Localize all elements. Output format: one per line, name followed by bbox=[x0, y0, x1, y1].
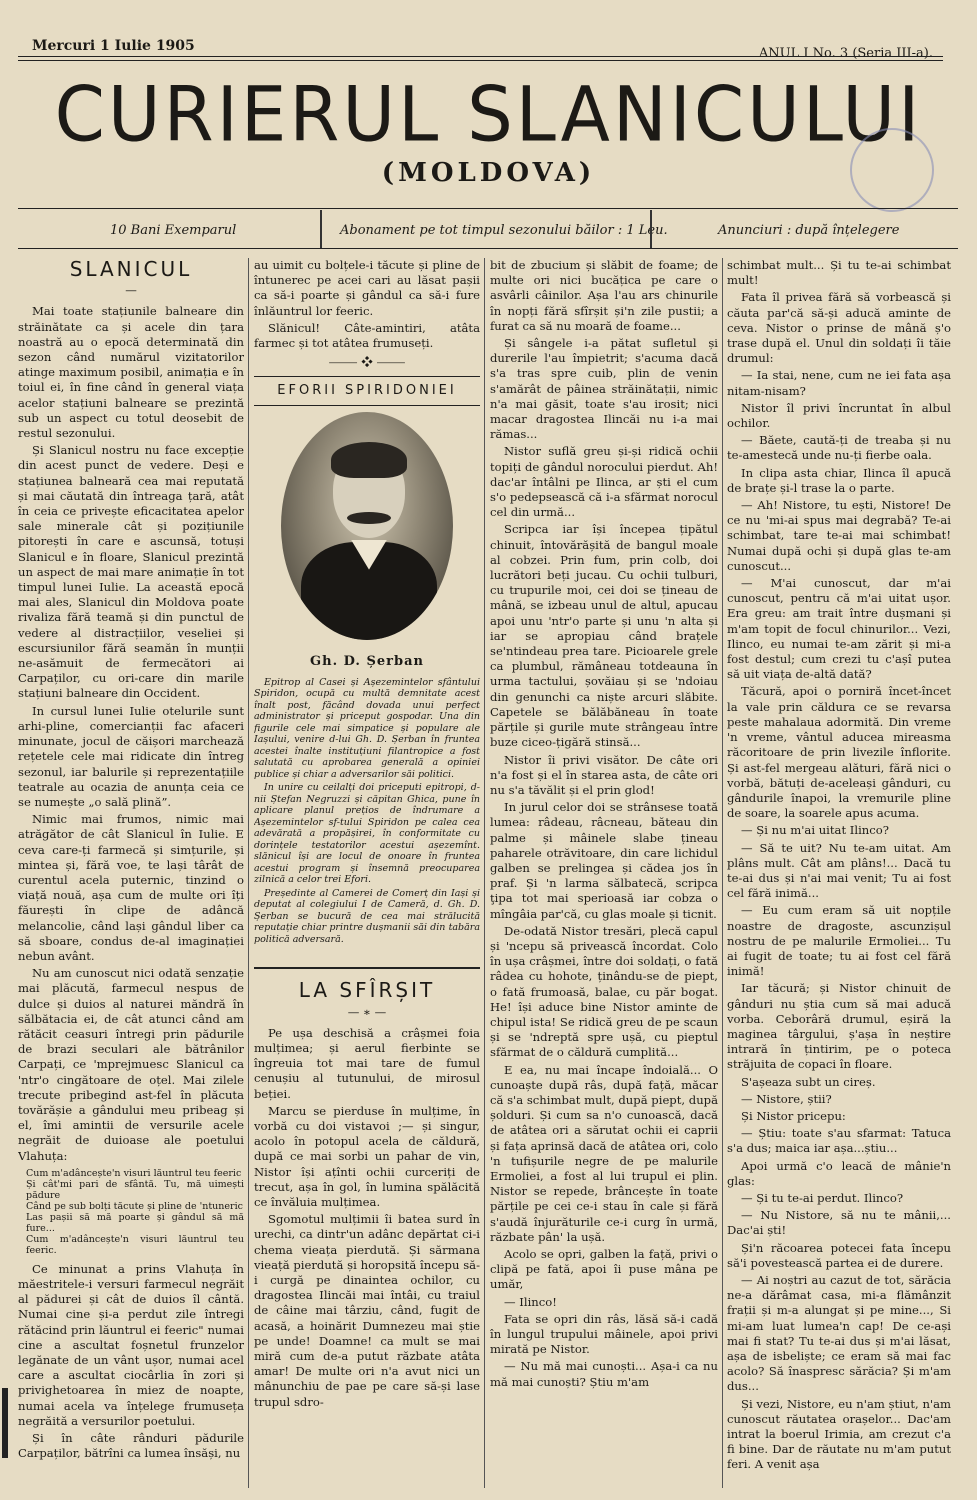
paragraph: Și vezi, Nistore, eu n'am știut, n'am cunoscut răutatea orașelor... Dac'am intrat la boerul Irimia, am crezut c'a fi bine. Dar de răutate nu m'am putut feri. A venit așa bbox=[727, 1396, 951, 1472]
infobar-bottom-rule bbox=[18, 248, 958, 249]
paragraph: E ea, nu mai încape îndoială... O cunoaște după râs, după față, măcar că s'a schimbat mult, după piept, după șolduri. Și cum sa n'o cunoască, dacă de atâtea ori a sărutat ochii ei caprii și fața aprinsă dacă de atâtea ori, colo 'n tufișurile negre de pe malurile Ermoliei, a fost al lui trupul ei plin. Nistor se repede, brâncește în toate părțile pe cei ce-i stau în cale și fără s'audă înjurăturile ce-i curg în urmă, răzbate pân' la ușă. bbox=[490, 1062, 718, 1244]
paragraph: — Băete, caută-ți de treaba și nu te-amestecă unde nu-ți fierbe oala. bbox=[727, 433, 951, 463]
paragraph: — Și nu m'ai uitat Ilinco? bbox=[741, 823, 889, 838]
paragraph: In cursul lunei Iulie otelurile sunt arhi-pline, comercianții fac afaceri minunate, jocul de căișori marchează rețetele cele mai ridicate din întreg sezonul, iar balurile și reprezentațiile teatrale au ocazia de anunța ceia ce se numește „o sală plină”. bbox=[18, 703, 244, 809]
paragraph: Nistor îl privi încruntat în albul ochilor. bbox=[727, 400, 951, 431]
section-rule bbox=[254, 967, 480, 969]
paragraph: Și'n răcoarea potecei fata începu să'i povestească partea ei de durere. bbox=[727, 1240, 951, 1270]
paragraph: Slănicul! Câte-amintiri, atâta farmec și tot atâtea frumuseți. bbox=[254, 320, 480, 351]
paragraph: au uimit cu bolțele-i tăcute și pline de întunerec pe acei cari au lăsat pașii ca să-i poarte și gândul ca să-i fure înlăuntrul lor feeric. bbox=[254, 258, 480, 318]
paragraph: Nistor îi privi visător. De câte ori n'a fost și el în starea asta, de câte ori nu s'a tăvălit și el prin glod! bbox=[490, 752, 718, 797]
section-rule bbox=[254, 405, 480, 406]
paragraph: Pe ușa deschisă a crâșmei foia mulțimea; și aerul fierbinte se îngreuia tot mai tare de fumul cenușiu al tutunului, de mirosul beției. bbox=[254, 1025, 480, 1101]
paragraph: In clipa asta chiar, Ilinca îl apucă de brațe și-l trase la o parte. bbox=[727, 465, 951, 495]
paragraph: Scripca iar își începea țipătul chinuit, întovărășită de bangul moale al cobzei. Prin fum, prin colb, doi lucrători beți jucau. Cu ochii tulburi, cu trupurile moi, cei doi se țineau de mână, se izbeau unul de altul, apucau apoi unu 'ntr'o parte și unu 'n alta și iar se apropiau când brațele se'ntindeau prea tare. Picioarele grele ca plumbul, rămâneau totdeauna în urma tactului, șovăiau și se 'ndoiau din genunchi ca niște arcuri slăbite. Capetele se bălăbăneau în toate părțile și gurile mute strângeau între buze ciceo-țigără stinsă... bbox=[490, 522, 718, 750]
portrait-image bbox=[281, 412, 453, 640]
paragraph: Marcu se pierduse în mulțime, în vorbă cu doi vistavoi ;— și singur, acolo în potopul acela de căldură, după ce mai sorbi un pahar de vin, Nistor își ațînti ochii curceriți de trecut, așa în gol, în lumina spălăcită ce învăluia mulțimea. bbox=[254, 1103, 480, 1209]
paragraph: Sgomotul mulțimii îi batea surd în urechi, ca dintr'un adânc depărtat ci-i chema vieața pierdută. Și sărmana vieață pierdută și horopsită începu să-i curgă pe dinaintea ochilor, cu dragostea Ilincăi mai întâi, cu traiul de câine mai târziu, când, fugit de acasă, a hoinărit Dumnezeu mai știe pe unde! Doamne! ca mult se mai miră cum de-a putut răzbate atâta amar! De multe ori n'a avut nici un mânunchiu de pae pe care să-și lase trupul sdro- bbox=[254, 1212, 480, 1409]
paragraph: Apoi urmă c'o leacă de mânie'n glas: bbox=[727, 1158, 951, 1188]
margin-mark bbox=[2, 1388, 8, 1458]
masthead-subtitle: (MOLDOVA) bbox=[381, 158, 596, 188]
section-rule bbox=[254, 376, 480, 377]
info-bar bbox=[18, 215, 958, 245]
top-rule-thin bbox=[18, 60, 943, 61]
paragraph: — Nu mă mai cunoști... Așa-i ca nu mă mai cunoști? Știu m'am bbox=[490, 1359, 718, 1389]
subscription-label: Abonament pe tot timpul sezonului băilor : 1 Leu. bbox=[340, 223, 668, 238]
column-rule bbox=[248, 258, 249, 1488]
caption-paragraph: In unire cu ceilalți doi priceputi epitropi, d-nii Ștefan Negruzzi și căpitan Ghica, pune în aplicare planul prețios de îndrumare a Așezemintelor sf-tului Spiridon pe calea cea adevărată a propășirei, în conformitate cu dorințele testatorilor acestui așezemînt. slănicul își are locul de onoare în fruntea acestui program și însemnă preocuparea zilnică a celor trei Efori. bbox=[254, 782, 480, 886]
paragraph: — M'ai cunoscut, dar m'ai cunoscut, pentru că m'ai uitat ușor. Era greu: am trait între dușmani și m'am topit de focul chinurilor... Vezi, Ilinco, eu numai te-am zărit și mi-a fost destul; cum crezi tu c'așî putea să uit viața de-altă dată? bbox=[727, 576, 951, 682]
library-stamp-icon bbox=[850, 128, 934, 212]
title-dash: — bbox=[125, 283, 137, 298]
caption-paragraph: Președinte al Camerei de Comerț din Iași și deputat al colegiului I de Cameră, d. Gh. D. Șerban se bucură de cea mai strălucită reputație chiar printre dușmanii săi din tabăra politică adversară. bbox=[254, 887, 480, 945]
paragraph: Nistor suflă greu și-și ridică ochii topiți de gândul norocului pierdut. Ah! dac'ar întâlni pe Ilinca, ar ști el cum s'o pedepsească că i-a sfărmat norocul cel din urmă... bbox=[490, 444, 718, 520]
poem-line: Și cât'mi pari de sfântă. Tu, mă uimești pădure bbox=[26, 1178, 244, 1201]
caption-paragraph: Epitrop al Casei și Așezemintelor sfântului Spiridon, ocupă cu multă demnitate acest înalt post, făcând dovada unui perfect administrator și priceput gospodar. Una din figurile cele mai simpatice și populare ale Iașului, venire d-lui Gh. D. Șerban în fruntea acestei înalte instituțiuni filantropice a fost salutată cu aprobarea generală a opiniei publice și chiar a adversarilor săi politici. bbox=[254, 676, 480, 780]
portrait-name: Gh. D. Șerban bbox=[310, 653, 424, 669]
paragraph: Acolo se opri, galben la față, privi o clipă pe fată, apoi îi puse mâna pe umăr, bbox=[490, 1247, 718, 1292]
title-dash: — ∗ — bbox=[347, 1004, 387, 1019]
column-2 bbox=[254, 258, 480, 1490]
top-rule bbox=[18, 56, 943, 57]
paragraph: — Ilinco! bbox=[504, 1294, 557, 1309]
ornament-divider: ⸻ ❖ ⸻ bbox=[328, 355, 406, 370]
paragraph: Și sângele i-a pătat sufletul și durerile l'au împietrit; s'acuma dacă s'a tras spre cuib, plin de venin s'amărât de pâinea străinătații, nimic n'a mai găsit, toate s'au irosit; nici macar dragostea Ilincăi nu i-a mai rămas... bbox=[490, 336, 718, 442]
paragraph: — Ai noștri au cazut de tot, sărăcia ne-a dărâmat casa, mi-a flămânzit frații și m-a alungat și pe mine..., Si mi-am luat lumea'n cap! De ce-ași mai fi stat? Tu te-ai dus și m'ai lăsat, așa de isbeliște; ce eram să mai fac acolo? Să înaspresc sărăcia? Și m'am dus... bbox=[727, 1273, 951, 1394]
paragraph: Mai toate stațiunile balneare din străinătate ca și acele din țara noastră au o epocă determinată din sezon când numărul vizitatorilor atinge maximum posibil, animația e în toiul ei, în fine când în general viața acelor stațiuni balneare se prezintă sub un aspect cu totul deosebit de restul sezonului. bbox=[18, 304, 244, 441]
poem-line: Cum m'adâncește'n visuri lăuntrul teu feeric. bbox=[26, 1233, 244, 1256]
poem-line: Las pașii să mă poarte și gândul să mă fure... bbox=[26, 1211, 244, 1234]
ads-label: Anunciuri : după înțelegere bbox=[718, 223, 900, 238]
issue-date: Mercuri 1 Iulie 1905 bbox=[32, 38, 195, 54]
issue-number: ANUL I No. 3 (Seria III-a). bbox=[758, 46, 933, 61]
paragraph: — Ah! Nistore, tu ești, Nistore! De ce nu 'mi-ai spus mai degrabă? Te-ai schimbat, tare te-ai mai schimbat! Numai după ochi și după glas te-am cunoscut... bbox=[727, 498, 951, 573]
article-title-eforii: EFORII SPIRIDONIEI bbox=[277, 383, 457, 399]
paragraph: — Eu cum eram să uit nopțile noastre de dragoste, ascunzișul nostru de pe malurile Ermoliei... Tu ai fugit de toate; tu ai fost cel fără inimă! bbox=[727, 903, 951, 979]
column-rule bbox=[722, 258, 723, 1488]
poem-line: Cum m'adâncește'n visuri lăuntrul teu feeric bbox=[26, 1167, 242, 1179]
paragraph: Fata îl privea fără să vorbească și căuta par'că să-și aducă aminte de ceva. Nistor o prinse de mână ș'o trase după el. Unul din soldați îi tăie drumul: bbox=[727, 290, 951, 366]
poem-quote bbox=[26, 1168, 244, 1256]
paragraph: — Ia stai, nene, cum ne iei fata așa nitam-nisam? bbox=[727, 368, 951, 398]
paragraph: Și Slanicul nostru nu face excepție din acest punct de vedere. Deși e stațiunea balneară cea mai reputată și mai căutată din întreaga țară, atât în ceia ce privește eficacitatea apelor sale minerale cât și pozițiunile pitorești în care e ascunsă, totuși Slanicul e în floare, Slanicul prezintă un aspect de mai mare animație în tot timpul lunei Iulie. La această epocă mai ales, Slanicul din Moldova poate rivaliza fără teamă și din punctul de vedere al distracțiilor, veseliei și escursiunilor fără seamăn în munții ne-asămuit de fermecători ai Carpaților, cu ori-care din marile stațiuni balneare din Occident. bbox=[18, 443, 244, 701]
paragraph: S'așeaza subt un cireș. bbox=[741, 1074, 876, 1089]
article-title-slanicul: SLANICUL bbox=[69, 258, 193, 281]
poem-line: Când pe sub bolți tăcute și pline de 'ntuneric bbox=[26, 1200, 243, 1212]
price-label: 10 Bani Exemparul bbox=[110, 223, 237, 238]
paragraph: Nu am cunoscut nici odată senzație mai plăcută, farmecul nespus de dulce și duios al naturei măndră în sălbătacia ei, de cât atunci când am rătăcit ceasuri întregi prin pădurile de brazi seculari ale bătrânilor Carpați, ce 'mprejmuesc Slanicul ca 'ntr'o cingătoare de oțel. Mai zilele trecute pribegind ast-fel în plăcuta tovărășie a gândului meu pribeag și el, îmi amintii de versurile acele negrăit de duioase ale poetului Vlahuța: bbox=[18, 966, 244, 1163]
paragraph: — Și tu te-ai perdut. Ilinco? bbox=[741, 1190, 904, 1205]
portrait-caption bbox=[254, 677, 480, 946]
paragraph: In jurul celor doi se strânsese toată lumea: râdeau, râcneau, băteau din palme și mâinele slabe țineau paharele otrăvitoare, din care lichidul galben se prelingea și cădea jos în praf. Și 'n larma sălbatecă, scripca ţipa tot mai sperioasă iar cobza o mîngâia par'că, cu glas moale și ticnit. bbox=[490, 800, 718, 921]
infobar-top-rule bbox=[18, 208, 958, 209]
column-3 bbox=[490, 258, 718, 1490]
column-1 bbox=[18, 258, 244, 1490]
paragraph: Și în câte rânduri pădurile Carpaților, bătrîni ca lumea însăși, nu bbox=[18, 1431, 244, 1461]
paragraph: — Nu Nistore, să nu te mânii,... Dac'ai ști! bbox=[727, 1208, 951, 1238]
paragraph: Și Nistor pricepu: bbox=[741, 1108, 846, 1123]
paragraph: Fata se opri din râs, lăsă să-i cadă în lungul trupului mâinele, apoi privi mirată pe Nistor. bbox=[490, 1311, 718, 1357]
column-rule bbox=[484, 258, 485, 1488]
column-4 bbox=[727, 258, 951, 1490]
paragraph: Nimic mai frumos, nimic mai atrăgător de cât Slanicul în Iulie. E ceva care-ți farmecă și simțurile, și mintea și, fără voe, te lași târât de curentul acela puternic, tinzind o viață nouă, așa cum de multe ori îți făurești în clipe de adâncă melancolie, când lași gândul liber ca să sboare, condus de-al imaginației nebun avânt. bbox=[18, 812, 244, 963]
masthead-title: CURIERUL SLANICULUI bbox=[54, 69, 923, 159]
paragraph: Iar tăcură; și Nistor chinuit de gânduri nu știa cum să mai aducă vorba. Ceborâră drumul, eșiră la maginea târgului, ș'așa în neștire intrară în țintirim, pe o poteca străjuita de copaci în floare. bbox=[727, 981, 951, 1072]
paragraph: De-odată Nistor tresări, plecă capul și 'ncepu să privească încordat. Colo în ușa crâșmei, între doi soldați, o fată râdea cu hohote, ținându-se de piept, o fată frumoasă, balae, cu păr bogat. He! își aduce bine Nistor aminte de chipul ista! Se ridică greu de pe scaun și se 'ndreptă spre ușă, cu pieptul sfărmat de o căldură cumplită... bbox=[490, 923, 718, 1060]
paragraph: — Nistore, știi? bbox=[741, 1091, 832, 1106]
paragraph: schimbat mult... Și tu te-ai schimbat mult! bbox=[727, 258, 951, 288]
paragraph: Ce minunat a prins Vlahuța în măestritele-i versuri farmecul negrăit al pădurei și cât de duios îl cântă. Numai cine și-a perdut zile întregi rătăcind prin lăuntrul ei feeric" numai cine a ascultat foșnetul frunzelor legănate de un vânt ușor, numai acel care a ascultat ciocârlia în zori și privighetoarea în miez de noapte, numai acela va înțelege frumuseța negrăită a versurilor poetului. bbox=[18, 1261, 244, 1428]
infobar-separator bbox=[650, 210, 652, 248]
paragraph: Tăcură, apoi o porniră încet-încet la vale prin căldura ce se revarsa peste mahalaua adormită. Din vreme 'n vreme, vântul aducea mireasma răcoritoare de prin livezile înflorite. Și ast-fel mergeau alături, fără nici o vorbă, bătuți de-aceleași gânduri, cu gândurile înapoi, la vremurile pline de soare, la soarele apus acuma. bbox=[727, 684, 951, 821]
paragraph: — Știu: toate s'au sfarmat: Tatuca s'a dus; maica iar așa...știu... bbox=[727, 1126, 951, 1156]
paragraph: — Să te uit? Nu te-am uitat. Am plâns mult. Cât am plâns!... Dacă tu te-ai dus și n'ai mai venit; Tu ai fost cel fără inimă... bbox=[727, 840, 951, 901]
paragraph: bit de zbucium și slăbit de foame; de multe ori nici bucățica pe care o asvârli câinilor. Așa l'au ars chinurile în nopți fără sfîrșit și'n zile pustii; a furat ca să nu moară de foame... bbox=[490, 258, 718, 333]
article-title-sfirsit: LA SFÎRȘIT bbox=[298, 978, 436, 1003]
infobar-separator bbox=[320, 210, 322, 248]
